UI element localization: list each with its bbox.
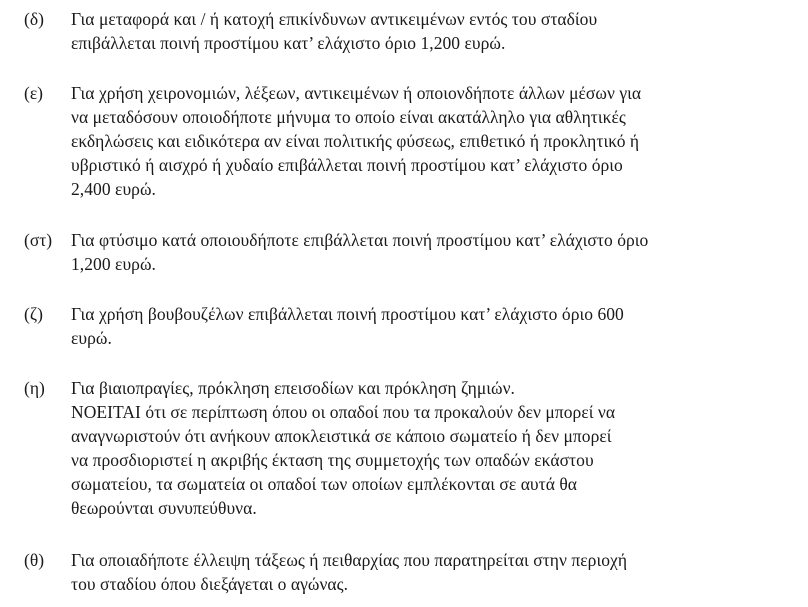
clause-text-line: θεωρούνται συνυπεύθυνα. — [71, 498, 257, 518]
clause-text-line: σωματείου, τα σωματεία οι οπαδοί των οποίων εμπλέκονται σε αυτά θα — [71, 474, 578, 494]
clause-text-line: υβριστικό ή αισχρό ή χυδαίο επιβάλλεται ποινή προστίμου κατ’ ελάχιστο όριο — [71, 155, 623, 175]
clause-text-line: Για μεταφορά και / ή κατοχή επικίνδυνων αντικειμένων εντός του σταδίου — [71, 9, 598, 29]
clause-text-line: του σταδίου όπου διεξάγεται ο αγώνας. — [71, 574, 349, 594]
clause-text-line: ευρώ. — [71, 328, 112, 348]
clause-label: (η) — [24, 378, 45, 398]
clause-text-line: Για φτύσιμο κατά οποιουδήποτε επιβάλλεται ποινή προστίμου κατ’ ελάχιστο όριο — [71, 230, 649, 250]
clause-text-line: εκδηλώσεις και ειδικότερα αν είναι πολιτικής φύσεως, επιθετικό ή προκλητικό ή — [71, 131, 640, 151]
clause-text-line: Για χρήση χειρονομιών, λέξεων, αντικειμένων ή οποιονδήποτε άλλων μέσων για — [71, 83, 642, 103]
clause-text-line: Για οποιαδήποτε έλλειψη τάξεως ή πειθαρχίας που παρατηρείται στην περιοχή — [71, 550, 628, 570]
clause-text-line: να μεταδόσουν οποιοδήποτε μήνυμα το οποίο είναι ακατάλληλο για αθλητικές — [71, 107, 626, 127]
clause-label: (ζ) — [24, 304, 43, 324]
clause-label: (δ) — [24, 9, 44, 29]
clause-label: (ε) — [24, 83, 44, 103]
clause-text-line: ΝΟΕΙΤΑΙ ότι σε περίπτωση όπου οι οπαδοί που τα προκαλούν δεν μπορεί να — [71, 402, 616, 422]
clause-text-line: Για χρήση βουβουζέλων επιβάλλεται ποινή προστίμου κατ’ ελάχιστο όριο 600 — [71, 304, 624, 324]
clause-text-line: επιβάλλεται ποινή προστίμου κατ’ ελάχιστο όριο 1,200 ευρώ. — [71, 33, 506, 53]
clause-text-line: Για βιαιοπραγίες, πρόκληση επεισοδίων και πρόκληση ζημιών. — [71, 378, 515, 398]
clause-label: (θ) — [24, 550, 45, 570]
clause-label: (στ) — [24, 230, 53, 250]
clause-text-line: να προσδιοριστεί η ακριβής έκταση της συμμετοχής των οπαδών εκάστου — [71, 450, 594, 470]
clause-text-line: αναγνωριστούν ότι ανήκουν αποκλειστικά σε κάποιο σωματείο ή δεν μπορεί — [71, 426, 612, 446]
clause-text-line: 2,400 ευρώ. — [71, 179, 156, 199]
clause-text-line: 1,200 ευρώ. — [71, 254, 156, 274]
